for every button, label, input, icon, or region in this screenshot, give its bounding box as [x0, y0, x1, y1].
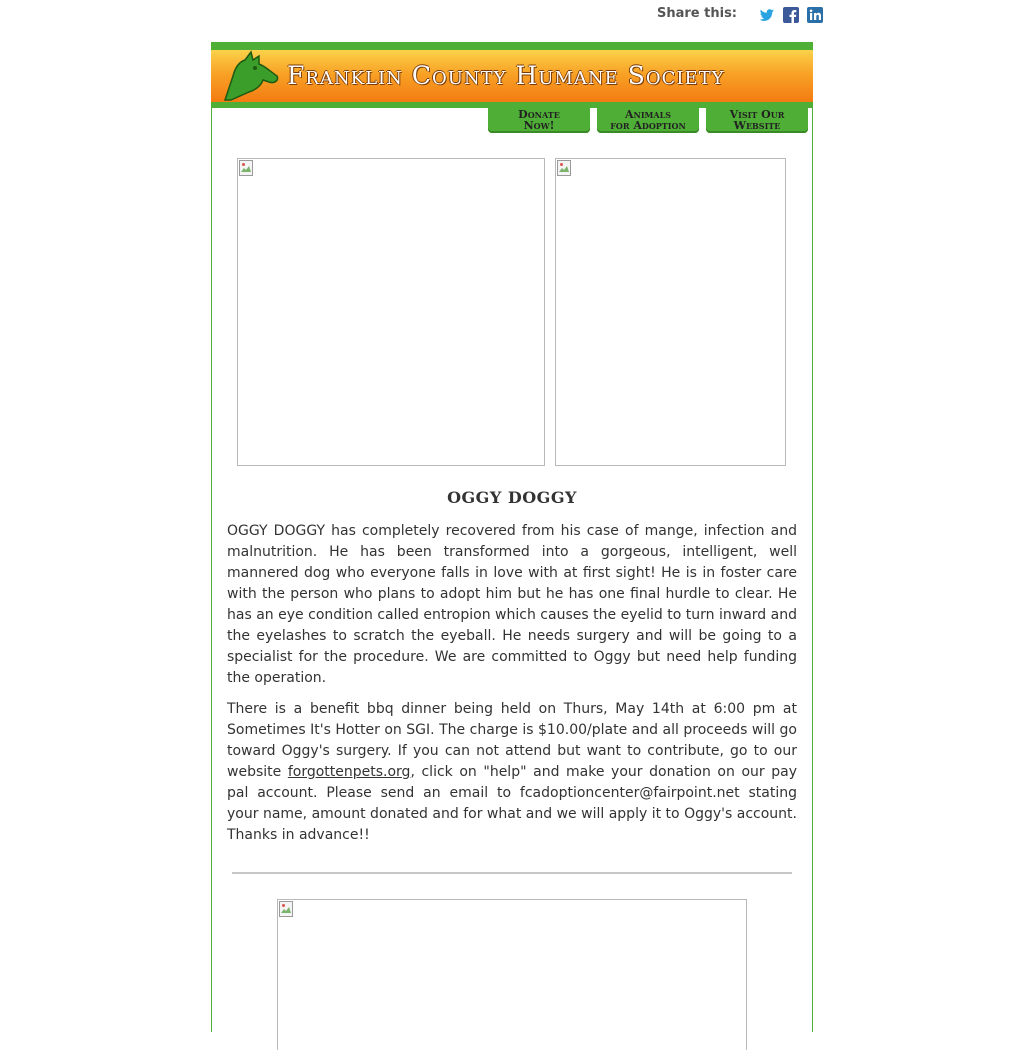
paragraph-2-text-start: There is a benefit bbq dinner being held on Thurs, May 14th at 6:00 pm at Sometimes It's Hotter on SGI. The charge is $10.00/plate and all proceeds will go toward Oggy's surgery. If you can not attend but want to contribute, go to our website [227, 701, 797, 780]
header-banner[interactable] [211, 42, 813, 108]
adopt-label-line1: Animals [624, 108, 672, 121]
article-paragraph-2 [227, 699, 797, 846]
visit-website-button[interactable] [706, 107, 808, 133]
donate-label-line2: Now! [523, 119, 555, 132]
adopt-label-line2: for Adoption [610, 119, 686, 132]
animals-for-adoption-button[interactable] [597, 107, 699, 133]
oggy-photo-2 [555, 158, 786, 466]
newsletter-container [211, 42, 813, 1032]
dog-logo-icon [221, 50, 281, 102]
visit-label-line2: Website [733, 119, 781, 132]
donate-now-button[interactable] [488, 107, 590, 133]
forgottenpets-link[interactable]: forgottenpets.org [287, 764, 411, 780]
facebook-icon[interactable] [783, 7, 799, 23]
linkedin-icon[interactable] [807, 7, 823, 23]
oggy-photo-1 [237, 158, 545, 466]
paragraph-2-text-end: , click on "help" and make your donation on our pay pal account. Please send an email to fcadoptioncenter@fairpoint.net stating your name, amount donated and for what and we will apply it to Oggy's account. Thanks in advance!! [227, 764, 797, 843]
share-label: Share this: [657, 5, 738, 21]
share-bar [657, 3, 823, 23]
broken-image-icon [279, 901, 293, 917]
twitter-icon[interactable] [759, 7, 775, 23]
visit-label-line1: Visit Our [729, 108, 785, 121]
broken-image-icon [239, 160, 253, 176]
org-title: Franklin County Humane Society [287, 61, 725, 90]
article-paragraph-1: OGGY DOGGY has completely recovered from his case of mange, infection and malnutrition. He has been transformed into a gorgeous, intelligent, well mannered dog who everyone falls in love with at first sight! He is in foster care with the person who plans to adopt him but he has one final hurdle to clear. He has an eye condition called entropion which causes the eyelid to turn inward and the eyelashes to scratch the eyeball. He needs surgery and will be going to a specialist for the procedure. We are committed to Oggy but need help funding the operation. [227, 523, 797, 686]
donate-label-line1: Donate [518, 108, 560, 121]
section-divider [232, 872, 792, 874]
banner-top-stripe [211, 42, 813, 50]
event-image [277, 899, 747, 1050]
article-title: OGGY DOGGY [447, 488, 577, 507]
broken-image-icon [557, 160, 571, 176]
